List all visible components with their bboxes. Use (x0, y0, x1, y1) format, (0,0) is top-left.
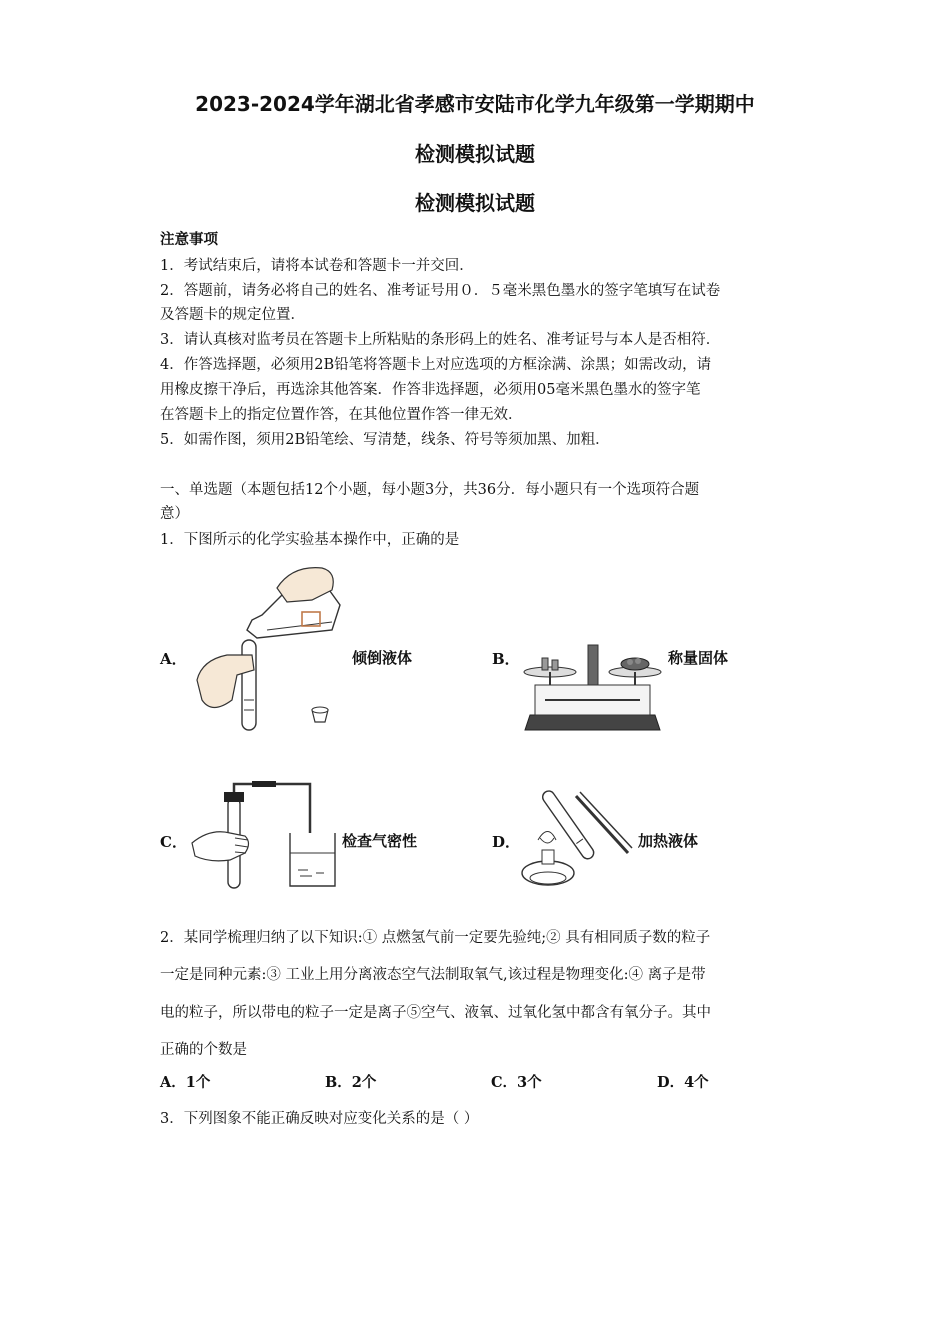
option-d-letter: D． (492, 833, 521, 851)
question-2-line: 电的粒子，所以带电的粒子一定是离子⑤空气、液氧、过氧化氢中都含有氧分子。其中 (160, 1005, 711, 1021)
question-2-line: 一定是同种元素:③ 工业上用分离液态空气法制取氧气,该过程是物理变化:④ 离子是带 (160, 967, 706, 983)
balance-scale-icon (520, 640, 665, 735)
option-b-letter: B． (492, 650, 520, 668)
question-2-choice-d: D．4个 (657, 1074, 709, 1091)
notice-line: 2．答题前，请务必将自己的姓名、准考证号用０．５毫米黑色墨水的签字笔填写在试卷 (160, 283, 721, 299)
page-title: 2023-2024学年湖北省孝感市安陆市化学九年级第一学期期中 (195, 92, 755, 116)
pouring-liquid-icon (192, 560, 342, 735)
question-1-stem: 1．下图所示的化学实验基本操作中，正确的是 (160, 532, 460, 548)
heating-liquid-icon (518, 778, 638, 890)
option-a-caption: 倾倒液体 (352, 649, 413, 667)
section-heading: 一、单选题（本题包括12个小题，每小题3分，共36分．每小题只有一个选项符合题 (160, 482, 700, 498)
notice-line: 用橡皮擦干净后，再选涂其他答案．作答非选择题，必须用05毫米黑色墨水的签字笔 (160, 382, 701, 398)
notice-line: 4．作答选择题，必须用2B铅笔将答题卡上对应选项的方框涂满、涂黑；如需改动，请 (160, 357, 712, 373)
page-subtitle-repeat: 检测模拟试题 (415, 191, 535, 215)
question-2-choice-c: C．3个 (491, 1074, 542, 1091)
section-heading-cont: 意） (160, 506, 189, 522)
question-3-stem: 3．下列图象不能正确反映对应变化关系的是（ ） (160, 1111, 479, 1127)
question-2-choice-b: B．2个 (325, 1074, 377, 1091)
option-a-letter: A． (160, 650, 187, 668)
notice-line: 及答题卡的规定位置． (160, 307, 305, 323)
question-2-line: 正确的个数是 (160, 1042, 247, 1058)
notice-line: 1．考试结束后，请将本试卷和答题卡一并交回． (160, 258, 474, 274)
page-subtitle: 检测模拟试题 (415, 142, 535, 166)
notice-line: 5．如需作图，须用2B铅笔绘、写清楚，线条、符号等须加黑、加粗． (160, 432, 610, 448)
airtightness-check-icon (190, 778, 340, 890)
notice-line: 3．请认真核对监考员在答题卡上所粘贴的条形码上的姓名、准考证号与本人是否相符． (160, 332, 721, 348)
question-2-line: 2．某同学梳理归纳了以下知识:① 点燃氢气前一定要先验纯;② 具有相同质子数的粒子 (160, 930, 711, 946)
option-b-caption: 称量固体 (668, 649, 729, 667)
notice-heading: 注意事项 (160, 231, 218, 248)
option-c-caption: 检查气密性 (342, 832, 418, 850)
option-d-caption: 加热液体 (638, 832, 699, 850)
notice-line: 在答题卡上的指定位置作答，在其他位置作答一律无效． (160, 407, 523, 423)
option-c-letter: C． (160, 833, 187, 851)
question-2-choice-a: A．1个 (160, 1074, 211, 1091)
